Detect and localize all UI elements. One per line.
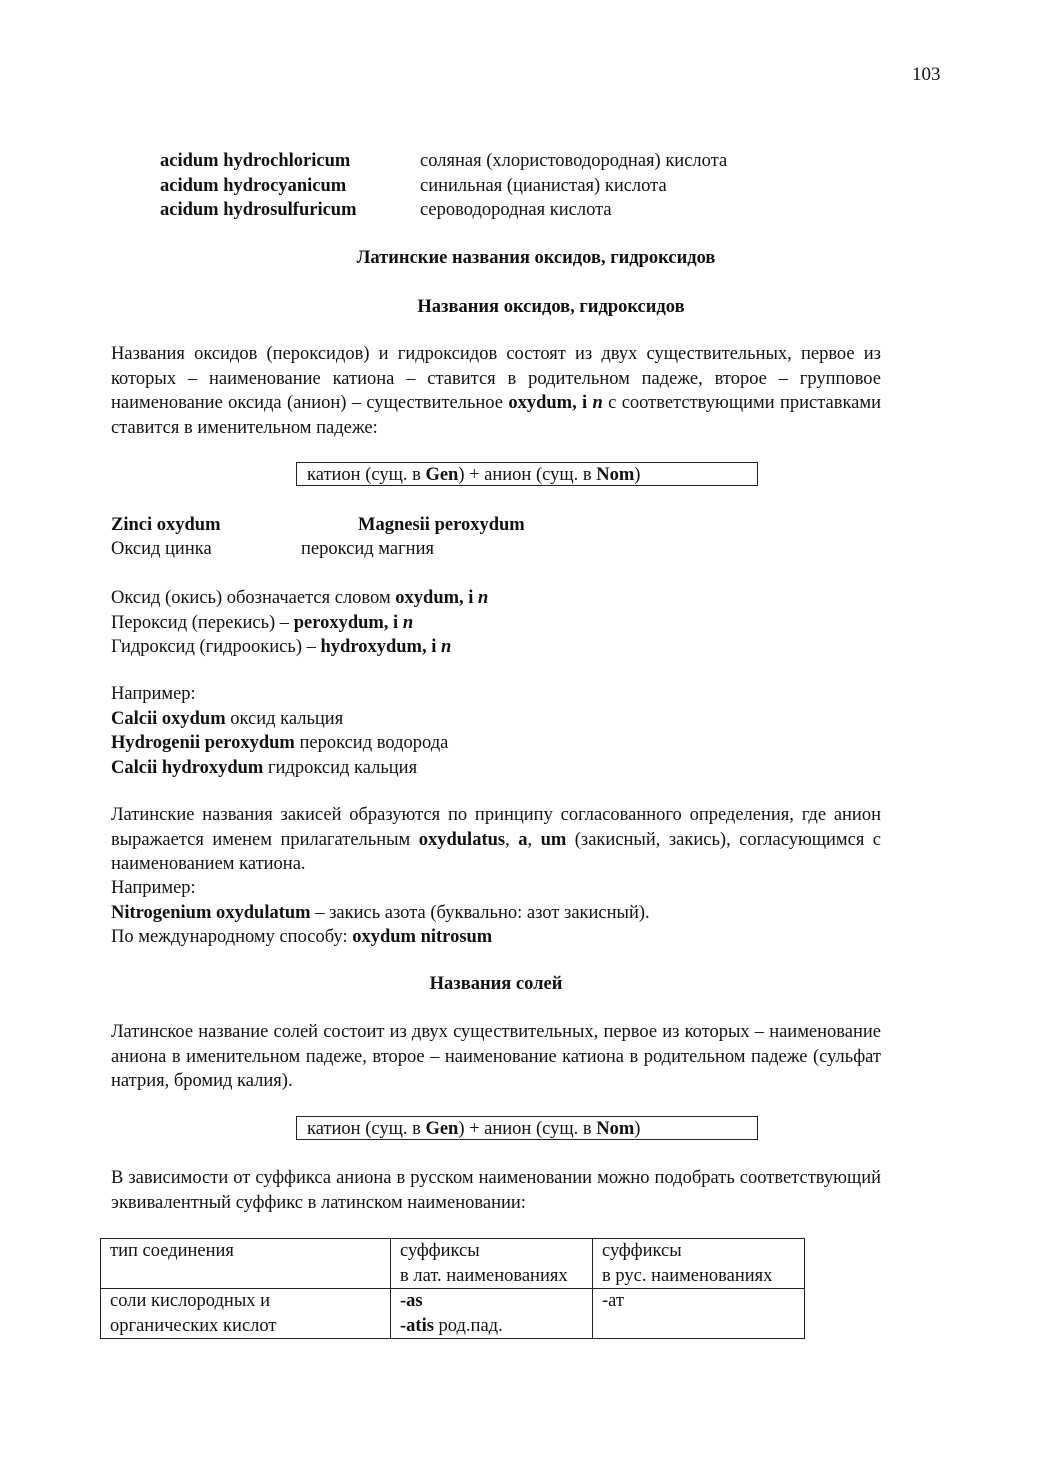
term-line: Пероксид (перекись) – peroxydum, i n xyxy=(111,612,414,633)
examples-list xyxy=(111,682,448,780)
suboxides-paragraph: Латинские названия закисей образуются по принципу согласованного определения, где анион выражается именем прилагательным oxydulatus, a, um (закисный, закись), согласующимся с наименованием катиона. xyxy=(111,805,882,874)
example-zinc-russian: Оксид цинка xyxy=(111,539,212,559)
table-row xyxy=(101,1289,805,1339)
table-header-cell: тип соединения xyxy=(101,1239,391,1289)
section-title: Латинские названия оксидов, гидроксидов xyxy=(356,248,716,268)
example-magnesium-russian: пероксид магния xyxy=(301,539,434,559)
formula-box: катион (сущ. в Gen) + анион (сущ. в Nom) xyxy=(296,1116,758,1140)
vocab-russian: сероводородная кислота xyxy=(420,200,612,220)
for-example-label: Например: xyxy=(111,878,196,898)
vocab-latin: acidum hydrochloricum xyxy=(160,151,351,171)
suboxides-examples xyxy=(111,876,650,950)
example-line: Calcii oxydum оксид кальция xyxy=(111,708,344,729)
terms-list xyxy=(111,586,488,660)
table-cell: -ат xyxy=(593,1289,805,1339)
suffix-intro-paragraph: В зависимости от суффикса аниона в русском наименовании можно подобрать соответствующий эквивалентный суффикс в латинском наименовании: xyxy=(111,1168,881,1213)
example-line: Nitrogenium oxydulatum – закись азота (буквально: азот закисный). xyxy=(111,902,650,923)
table-header-cell: суффиксы в лат. наименованиях xyxy=(391,1239,593,1289)
vocab-latin: acidum hydrosulfuricum xyxy=(160,200,357,220)
term-line: Оксид (окись) обозначается словом oxydum, i n xyxy=(111,588,489,608)
suffix-table xyxy=(100,1238,805,1339)
international-name-line: По международному способу: oxydum nitrosum xyxy=(111,927,493,947)
example-line: Calcii hydroxydum гидроксид кальция xyxy=(111,757,418,778)
table-cell: соли кислородных и органических кислот xyxy=(101,1289,391,1339)
for-example-label: Например: xyxy=(111,684,196,704)
table-header-row xyxy=(101,1239,805,1289)
subsection-title-salts: Названия солей xyxy=(429,974,563,994)
example-magnesium-latin: Magnesii peroxydum xyxy=(358,515,525,535)
example-zinc-latin: Zinci oxydum xyxy=(111,515,221,535)
example-line: Hydrogenii peroxydum пероксид водорода xyxy=(111,733,449,753)
vocab-latin: acidum hydrocyanicum xyxy=(160,175,347,196)
subsection-title-oxides: Названия оксидов, гидроксидов xyxy=(417,297,685,317)
page-number: 103 xyxy=(912,64,941,85)
salts-intro-paragraph: Латинское название солей состоит из двух существительных, первое из которых – наименование аниона в именительном падеже, второе – наименование катиона в родительном падеже (сульфат натрия, бромид калия). xyxy=(111,1022,881,1091)
table-cell: -as -atis род.пад. xyxy=(391,1289,593,1339)
table-header-cell: суффиксы в рус. наименованиях xyxy=(593,1239,805,1289)
term-line: Гидроксид (гидроокись) – hydroxydum, i n xyxy=(111,637,452,657)
oxides-intro-paragraph: Названия оксидов (пероксидов) и гидроксидов состоят из двух существительных, первое из которых – наименование катиона – ставится в родительном падеже, второе – групповое наименование оксида (анион) – существительное oxydum, i n с соответствующими приставками ставится в именительном падеже: xyxy=(111,344,881,438)
vocab-russian: синильная (цианистая) кислота xyxy=(420,175,667,196)
formula-box: катион (сущ. в Gen) + анион (сущ. в Nom) xyxy=(296,462,758,486)
vocab-russian: соляная (хлористоводородная) кислота xyxy=(420,151,728,171)
